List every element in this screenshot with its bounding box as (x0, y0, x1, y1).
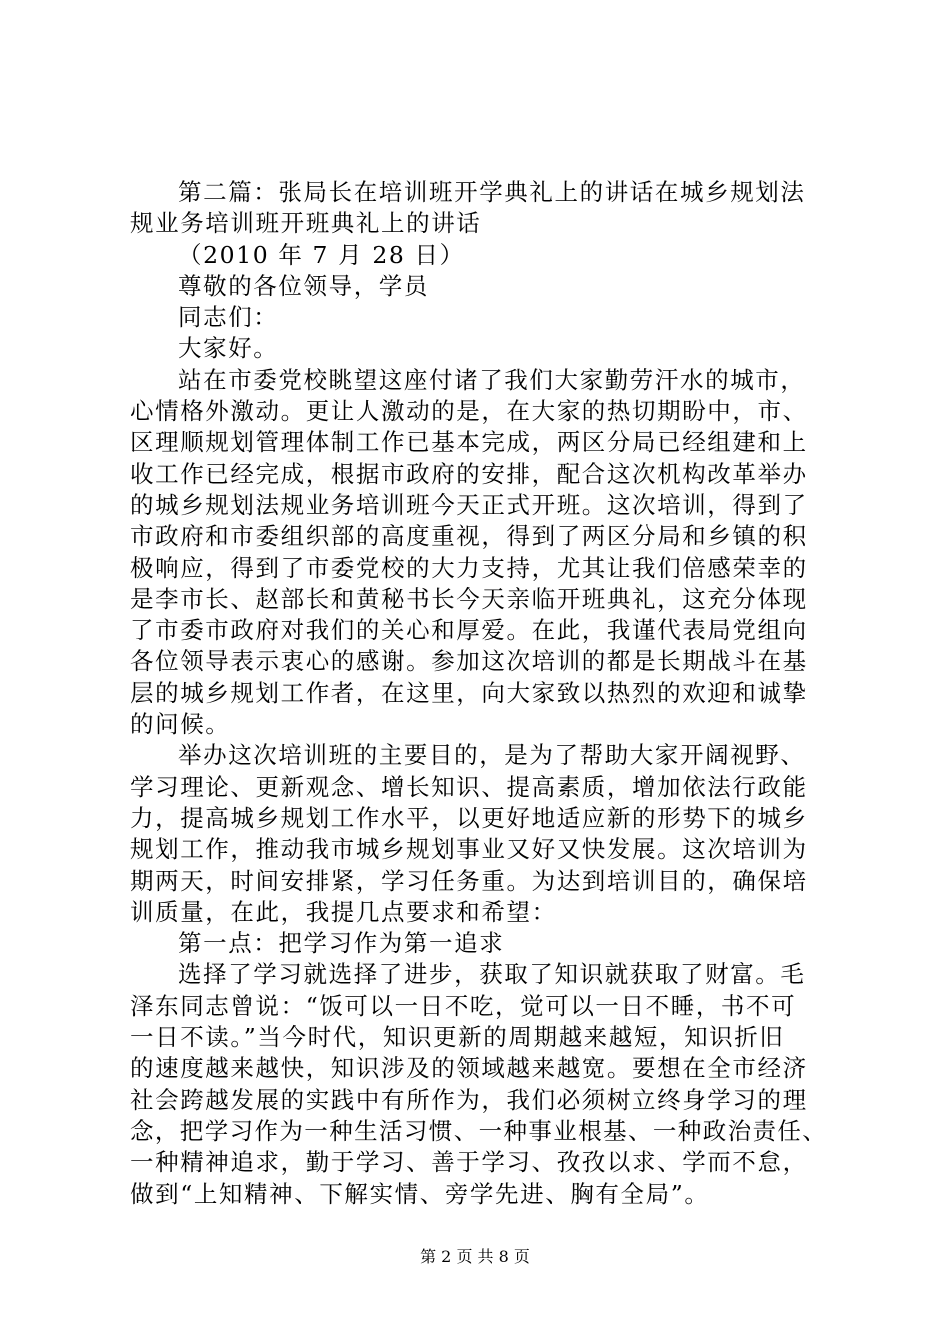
text-line: 同志们： (178, 303, 279, 332)
text-line: 举办这次培训班的主要目的，是为了帮助大家开阔视野、 (178, 741, 806, 770)
text-line: 极响应，得到了市委党校的大力支持，尤其让我们倍感荣幸的 (130, 553, 808, 582)
document-body (130, 177, 830, 1210)
text-line: 第二篇：张局长在培训班开学典礼上的讲话在城乡规划法 (178, 178, 806, 206)
text-line: 尊敬的各位领导，学员 (178, 271, 429, 300)
text-line: 的速度越来越快，知识涉及的领域越来越宽。要想在全市经济 (130, 1054, 808, 1083)
text-line: 大家好。 (178, 334, 279, 363)
text-line: 市政府和市委组织部的高度重视，得到了两区分局和乡镇的积 (130, 522, 808, 551)
text-line: 规划工作，推动我市城乡规划事业又好又快发展。这次培训为 (130, 835, 808, 864)
text-line: 社会跨越发展的实践中有所作为，我们必须树立终身学习的理 (130, 1085, 808, 1114)
text-line: 训质量，在此，我提几点要求和希望： (130, 897, 557, 926)
text-line: 站在市委党校眺望这座付诸了我们大家勤劳汗水的城市， (178, 365, 806, 394)
text-line: 一日不读。”当今时代，知识更新的周期越来越短，知识折旧 (130, 1023, 785, 1052)
text-line: 层的城乡规划工作者，在这里，向大家致以热烈的欢迎和诚挚 (130, 678, 808, 707)
text-line: 选择了学习就选择了进步，获取了知识就获取了财富。毛 (178, 960, 806, 989)
text-line: 是李市长、赵部长和黄秘书长今天亲临开班典礼，这充分体现 (130, 584, 808, 613)
text-line: 了市委市政府对我们的关心和厚爱。在此，我谨代表局党组向 (130, 616, 808, 645)
text-line: 收工作已经完成，根据市政府的安排，配合这次机构改革举办 (130, 459, 808, 488)
text-line: 学习理论、更新观念、增长知识、提高素质，增加依法行政能 (130, 772, 808, 801)
text-line: 的问候。 (130, 710, 231, 739)
text-line: 力，提高城乡规划工作水平，以更好地适应新的形势下的城乡 (130, 803, 808, 832)
text-line: 泽东同志曾说：“饭可以一日不吃，觉可以一日不睡，书不可 (130, 991, 797, 1020)
text-line: 一种精神追求，勤于学习、善于学习、孜孜以求、学而不怠， (130, 1148, 808, 1177)
text-line: （2010 年 7 月 28 日） (178, 240, 465, 269)
text-line: 心情格外激动。更让人激动的是，在大家的热切期盼中，市、 (130, 397, 808, 426)
text-line: 区理顺规划管理体制工作已基本完成，两区分局已经组建和上 (130, 428, 808, 457)
text-line: 期两天，时间安排紧，学习任务重。为达到培训目的，确保培 (130, 866, 808, 895)
text-line: 做到“上知精神、下解实情、旁学先进、胸有全局”。 (130, 1179, 710, 1208)
page-footer: 第 2 页 共 8 页 (420, 1247, 530, 1266)
text-line: 规业务培训班开班典礼上的讲话 (130, 209, 482, 238)
text-line: 的城乡规划法规业务培训班今天正式开班。这次培训，得到了 (130, 490, 808, 519)
text-line: 念，把学习作为一种生活习惯、一种事业根基、一种政治责任、 (130, 1116, 828, 1145)
text-line: 第一点：把学习作为第一追求 (178, 929, 505, 958)
text-line: 各位领导表示衷心的感谢。参加这次培训的都是长期战斗在基 (130, 647, 808, 676)
